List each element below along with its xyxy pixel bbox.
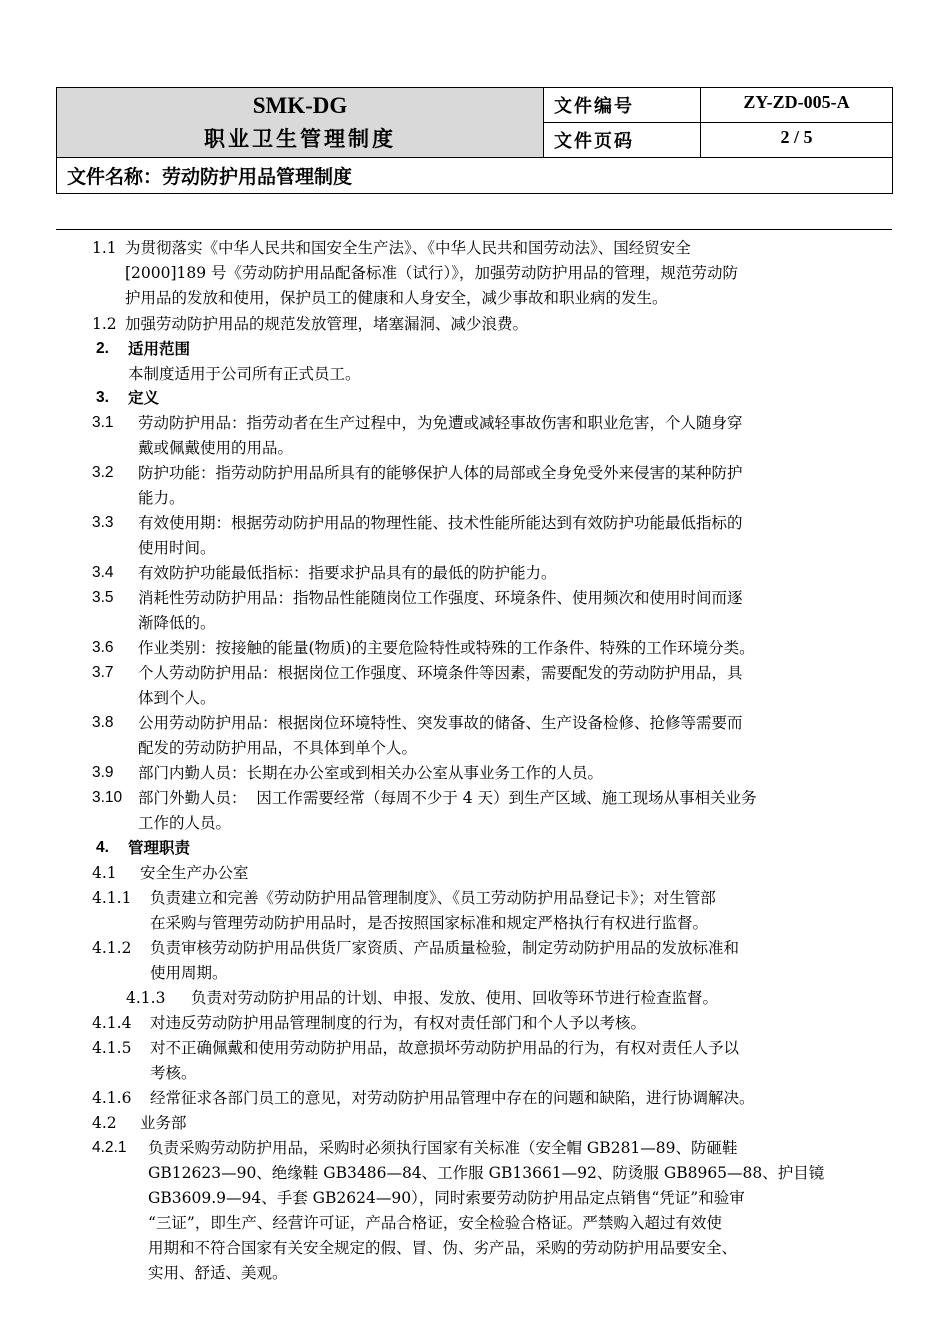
item-line: 用期和不符合国家有关安全规定的假、冒、伪、劣产品，采购的劳动防护用品要安全、: [148, 1239, 738, 1257]
def-line: 配发的劳动防护用品，不具体到单个人。: [138, 739, 418, 757]
def-line: 公用劳动防护用品：根据岗位环境特性、突发事故的储备、生产设备检修、抢修等需要而: [138, 714, 743, 732]
def-number: 3.3: [92, 514, 114, 531]
system-title: 职业卫生管理制度: [204, 125, 396, 151]
header-rule: [56, 229, 892, 230]
doc-name: 文件名称：劳动防护用品管理制度: [57, 158, 893, 194]
item-line: 对不正确佩戴和使用劳动防护用品，故意损坏劳动防护用品的行为，有权对责任人予以: [150, 1039, 740, 1057]
def-line: 渐降低的。: [138, 614, 216, 632]
para-line: 加强劳动防护用品的规范发放管理，堵塞漏洞、减少浪费。: [125, 315, 529, 333]
item-number: 4.1.6: [92, 1089, 132, 1107]
item-line: 考核。: [150, 1064, 197, 1082]
item-number: 4.1.2: [92, 939, 132, 957]
item-line: GB3609.9—94、手套 GB2624—90），同时索要劳动防护用品定点销售“凭证”和验审: [148, 1189, 745, 1207]
company-code: SMK-DG: [252, 92, 348, 118]
def-line: 工作的人员。: [138, 814, 232, 832]
def-number: 3.4: [92, 564, 114, 581]
def-line: 部门内勤人员：长期在办公室或到相关办公室从事业务工作的人员。: [138, 764, 604, 782]
def-number: 3.1: [92, 414, 114, 431]
item-line: 经常征求各部门员工的意见，对劳动防护用品管理中存在的问题和缺陷，进行协调解决。: [150, 1089, 755, 1107]
section-title: 适用范围: [128, 339, 191, 358]
page-value: 2 / 5: [701, 123, 893, 158]
section-number: 2.: [96, 340, 109, 357]
item-line: 使用周期。: [150, 964, 228, 982]
def-number: 3.6: [92, 639, 114, 656]
subsection-title: 业务部: [140, 1114, 187, 1132]
doc-no-value: ZY-ZD-005-A: [701, 88, 893, 123]
doc-no-label: 文件编号: [544, 88, 701, 123]
def-number: 3.7: [92, 664, 114, 681]
section-title: 管理职责: [128, 838, 191, 857]
item-line: 负责建立和完善《劳动防护用品管理制度》、《员工劳动防护用品登记卡》；对生管部: [150, 889, 716, 907]
para-line: [2000]189 号《劳动防护用品配备标准（试行）》，加强劳动防护用品的管理，规范劳动防: [125, 264, 739, 282]
item-line: “三证”，即生产、经营许可证，产品合格证，安全检验合格证。严禁购入超过有效使: [148, 1214, 722, 1232]
def-line: 使用时间。: [138, 539, 216, 557]
section-title: 定义: [128, 388, 160, 407]
section-number: 4.: [96, 839, 109, 856]
def-line: 作业类别：按接触的能量(物质)的主要危险特性或特殊的工作条件、特殊的工作环境分类。: [138, 639, 755, 657]
subsection-number: 4.2: [92, 1114, 117, 1132]
def-line: 有效防护功能最低指标：指要求护品具有的最低的防护能力。: [138, 564, 557, 582]
item-line: 负责采购劳动防护用品，采购时必须执行国家有关标准（安全帽 GB281—89、防砸鞋: [148, 1139, 738, 1157]
item-number: 4.1.3: [126, 989, 166, 1007]
def-number: 3.9: [92, 764, 114, 781]
para-line: 为贯彻落实《中华人民共和国安全生产法》、《中华人民共和国劳动法》、国经贸安全: [125, 239, 691, 257]
item-line: 负责对劳动防护用品的计划、申报、发放、使用、回收等环节进行检查监督。: [191, 989, 719, 1007]
item-line: 实用、舒适、美观。: [148, 1264, 288, 1282]
subsection-number: 4.1: [92, 864, 117, 882]
para-line: 护用品的发放和使用，保护员工的健康和人身安全，减少事故和职业病的发生。: [125, 289, 668, 307]
def-line: 防护功能：指劳动防护用品所具有的能够保护人体的局部或全身免受外来侵害的某种防护: [138, 464, 743, 482]
def-line: 有效使用期：根据劳动防护用品的物理性能、技术性能所能达到有效防护功能最低指标的: [138, 514, 743, 532]
def-line: 体到个人。: [138, 689, 216, 707]
title-cell: [57, 88, 544, 158]
def-line: 消耗性劳动防护用品：指物品性能随岗位工作强度、环境条件、使用频次和使用时间而逐: [138, 589, 743, 607]
item-number: 4.1.4: [92, 1014, 132, 1032]
para-number: 1.2: [92, 315, 117, 333]
item-number: 4.1.5: [92, 1039, 132, 1057]
page-label: 文件页码: [544, 123, 701, 158]
item-line: 在采购与管理劳动防护用品时，是否按照国家标准和规定严格执行有权进行监督。: [150, 914, 709, 932]
section-body: 本制度适用于公司所有正式员工。: [128, 365, 361, 383]
def-line: 个人劳动防护用品：根据岗位工作强度、环境条件等因素，需要配发的劳动防护用品，具: [138, 664, 743, 682]
def-line: 戴或佩戴使用的用品。: [138, 439, 294, 457]
def-line: 劳动防护用品：指劳动者在生产过程中，为免遭或减轻事故伤害和职业危害，个人随身穿: [138, 414, 743, 432]
subsection-title: 安全生产办公室: [140, 864, 249, 882]
def-line: 部门外勤人员： 因工作需要经常（每周不少于 4 天）到生产区域、施工现场从事相关业务: [138, 789, 757, 807]
header-table: [56, 87, 893, 194]
para-number: 1.1: [92, 239, 117, 257]
section-number: 3.: [96, 389, 109, 406]
def-number: 3.10: [92, 789, 123, 806]
def-number: 3.8: [92, 714, 114, 731]
item-line: 对违反劳动防护用品管理制度的行为，有权对责任部门和个人予以考核。: [150, 1014, 647, 1032]
item-line: GB12623—90、绝缘鞋 GB3486—84、工作服 GB13661—92、防烫服 GB8965—88、护目镜: [148, 1164, 825, 1182]
item-number: 4.2.1: [92, 1139, 127, 1156]
item-line: 负责审核劳动防护用品供货厂家资质、产品质量检验，制定劳动防护用品的发放标准和: [150, 939, 740, 957]
item-number: 4.1.1: [92, 889, 132, 907]
def-number: 3.2: [92, 464, 114, 481]
def-line: 能力。: [138, 489, 185, 507]
def-number: 3.5: [92, 589, 114, 606]
